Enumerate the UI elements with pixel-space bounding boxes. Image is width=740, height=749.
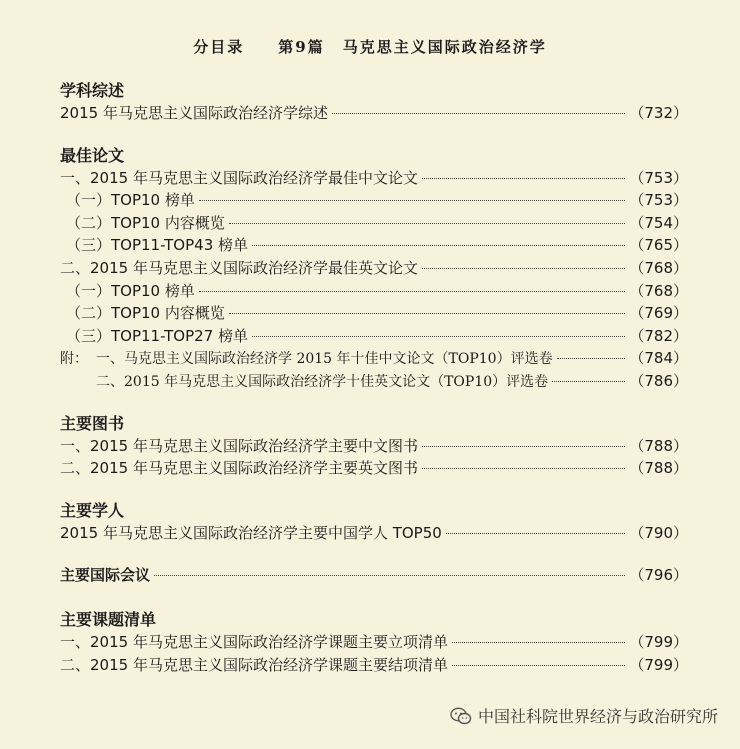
- section-title: 主要学人: [60, 500, 125, 520]
- wechat-icon: [450, 707, 472, 725]
- toc-entry[interactable]: [60, 435, 688, 458]
- entry-page: （765）: [629, 236, 688, 255]
- dot-leader: [452, 665, 625, 666]
- entry-label: 一、2015 年马克思主义国际政治经济学主要中文图书: [60, 436, 418, 455]
- dot-leader: [452, 642, 625, 643]
- toc-entry[interactable]: [60, 167, 688, 190]
- toc-entry[interactable]: [60, 457, 688, 480]
- entry-page: （799）: [629, 655, 688, 674]
- entry-label: 一、2015 年马克思主义国际政治经济学最佳中文论文: [60, 168, 418, 187]
- toc-entry-appendix[interactable]: [60, 347, 688, 370]
- section-title: 主要国际会议: [60, 566, 151, 585]
- header-middle: 第9篇: [278, 38, 325, 56]
- entry-label: （三）TOP11-TOP27 榜单: [66, 326, 249, 345]
- toc-section-scholars: [60, 500, 688, 545]
- dot-leader: [446, 533, 626, 534]
- dot-leader: [557, 358, 626, 359]
- entry-page: （782）: [629, 326, 688, 345]
- dot-leader: [199, 291, 625, 292]
- toc-entry[interactable]: [60, 212, 688, 235]
- dot-leader: [154, 575, 625, 576]
- toc-entry[interactable]: [60, 654, 688, 677]
- toc-entry[interactable]: [60, 234, 688, 257]
- section-title: 主要图书: [60, 413, 125, 433]
- entry-page: （799）: [629, 632, 688, 651]
- toc-section-review: [60, 80, 688, 125]
- toc-entry[interactable]: [60, 631, 688, 654]
- dot-leader: [252, 245, 625, 246]
- entry-label: （二）TOP10 内容概览: [66, 304, 225, 323]
- entry-page: （788）: [629, 436, 688, 455]
- watermark: [450, 704, 718, 727]
- entry-label: 一、2015 年马克思主义国际政治经济学课题主要立项清单: [60, 632, 448, 651]
- entry-page: （796）: [629, 566, 688, 585]
- section-title: 学科综述: [60, 81, 125, 100]
- entry-page: （769）: [629, 304, 688, 323]
- appendix-label: 附：: [60, 351, 88, 368]
- section-title: 最佳论文: [60, 145, 125, 165]
- dot-leader: [199, 200, 625, 201]
- dot-leader: [229, 313, 625, 314]
- toc-entry[interactable]: [60, 102, 688, 125]
- entry-page: （788）: [629, 459, 688, 478]
- toc-entry[interactable]: [60, 302, 688, 325]
- toc-entry[interactable]: [60, 522, 688, 545]
- entry-page: （790）: [629, 523, 688, 542]
- dot-leader: [552, 381, 625, 382]
- toc-entry[interactable]: [60, 280, 688, 303]
- entry-label: 二、2015 年马克思主义国际政治经济学十佳英文论文（TOP10）评选卷: [96, 373, 549, 390]
- dot-leader: [422, 178, 625, 179]
- toc-entry-appendix[interactable]: [60, 370, 688, 393]
- entry-page: （786）: [629, 371, 688, 390]
- entry-label: （三）TOP11-TOP43 榜单: [66, 236, 249, 255]
- entry-label: 二、2015 年马克思主义国际政治经济学最佳英文论文: [60, 258, 418, 277]
- toc-entry[interactable]: [60, 189, 688, 212]
- entry-label: 一、马克思主义国际政治经济学 2015 年十佳中文论文（TOP10）评选卷: [96, 351, 553, 368]
- dot-leader: [422, 446, 625, 447]
- entry-page: （754）: [629, 213, 688, 232]
- entry-label: （二）TOP10 内容概览: [66, 213, 225, 232]
- toc-section-conferences: [60, 564, 688, 587]
- dot-leader: [422, 468, 625, 469]
- toc-entry[interactable]: [60, 325, 688, 348]
- header-left: 分目录: [193, 38, 245, 56]
- dot-leader: [422, 268, 625, 269]
- dot-leader: [332, 113, 625, 114]
- entry-page: （753）: [629, 191, 688, 210]
- section-title: 主要课题清单: [60, 609, 157, 629]
- entry-label: 2015 年马克思主义国际政治经济学综述: [60, 104, 328, 122]
- toc-section-books: [60, 413, 688, 480]
- entry-label: 二、2015 年马克思主义国际政治经济学课题主要结项清单: [60, 655, 448, 674]
- entry-label: 2015 年马克思主义国际政治经济学主要中国学人 TOP50: [60, 523, 442, 542]
- toc-section-papers: [60, 145, 688, 393]
- watermark-text: 中国社科院世界经济与政治研究所: [477, 707, 718, 726]
- entry-page: （732）: [629, 104, 688, 122]
- dot-leader: [252, 336, 625, 337]
- entry-label: （一）TOP10 榜单: [66, 191, 195, 210]
- page-header: [0, 36, 740, 57]
- entry-page: （768）: [629, 258, 688, 277]
- toc-section-projects: [60, 609, 688, 676]
- dot-leader: [229, 223, 625, 224]
- toc-content: [60, 80, 688, 696]
- entry-label: 二、2015 年马克思主义国际政治经济学主要英文图书: [60, 459, 418, 478]
- toc-entry-section[interactable]: [60, 564, 688, 587]
- entry-page: （753）: [629, 168, 688, 187]
- entry-page: （768）: [629, 281, 688, 300]
- entry-page: （784）: [629, 349, 688, 368]
- header-right: 马克思主义国际政治经济学: [342, 38, 547, 56]
- entry-label: （一）TOP10 榜单: [66, 281, 195, 300]
- toc-entry[interactable]: [60, 257, 688, 280]
